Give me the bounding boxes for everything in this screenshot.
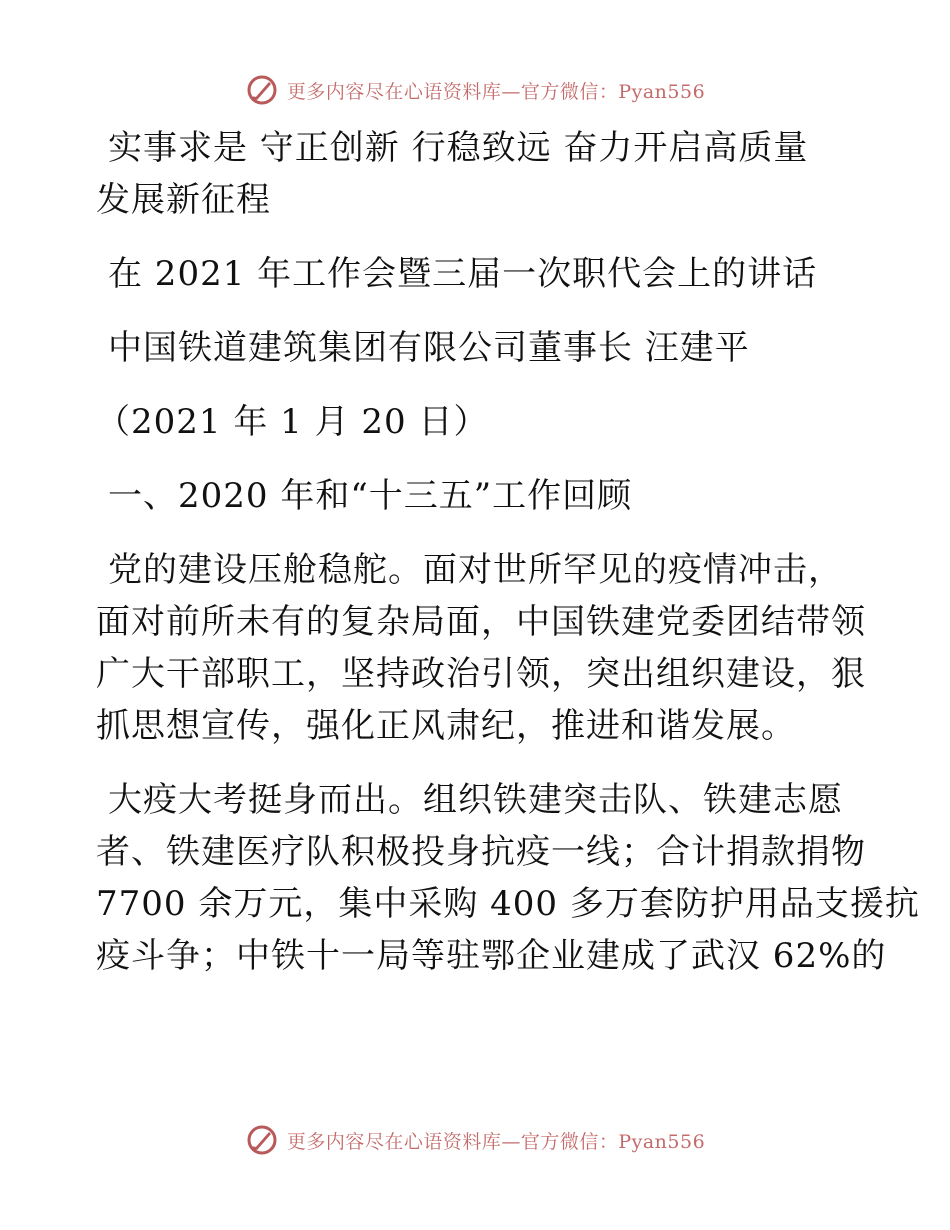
paragraph-line: 大疫大考挺身而出。组织铁建突击队、铁建志愿 xyxy=(108,780,843,820)
quill-seal-icon xyxy=(245,1123,279,1157)
paragraph-line: 者、铁建医疗队积极投身抗疫一线；合计捐款捐物 xyxy=(96,832,866,872)
paragraph-epidemic-response xyxy=(96,774,920,982)
paragraph-line: 党的建设压舱稳舵。面对世所罕见的疫情冲击， xyxy=(108,550,843,590)
document-subtitle: 在 2021 年工作会暨三届一次职代会上的讲话 xyxy=(108,254,818,294)
document-speaker: 中国铁道建筑集团有限公司董事长 汪建平 xyxy=(108,328,750,368)
paragraph-line: 广大干部职工，坚持政治引领，突出组织建设，狠 xyxy=(96,654,866,694)
document-body xyxy=(96,122,920,982)
watermark-text: 更多内容尽在心语资料库—官方微信：Pyan556 xyxy=(286,1130,706,1153)
watermark-footer xyxy=(0,1120,950,1160)
document-title-line-1: 实事求是 守正创新 行稳致远 奋力开启高质量 xyxy=(108,128,809,168)
paragraph-line: 抓思想宣传，强化正风肃纪，推进和谐发展。 xyxy=(96,706,796,746)
section-heading: 一、2020 年和“十三五”工作回顾 xyxy=(108,476,633,516)
paragraph-line: 7700 余万元，集中采购 400 多万套防护用品支援抗 xyxy=(96,884,920,924)
paragraph-line: 疫斗争；中铁十一局等驻鄂企业建成了武汉 62%的 xyxy=(96,936,887,976)
document-date: （2021 年 1 月 20 日） xyxy=(96,402,489,442)
paragraph-line: 面对前所未有的复杂局面，中国铁建党委团结带领 xyxy=(96,602,866,642)
paragraph-party-building xyxy=(96,544,866,752)
document-title-line-2: 发展新征程 xyxy=(96,180,271,220)
quill-seal-icon xyxy=(245,73,279,107)
watermark-header xyxy=(0,70,950,110)
watermark-text: 更多内容尽在心语资料库—官方微信：Pyan556 xyxy=(286,80,706,103)
